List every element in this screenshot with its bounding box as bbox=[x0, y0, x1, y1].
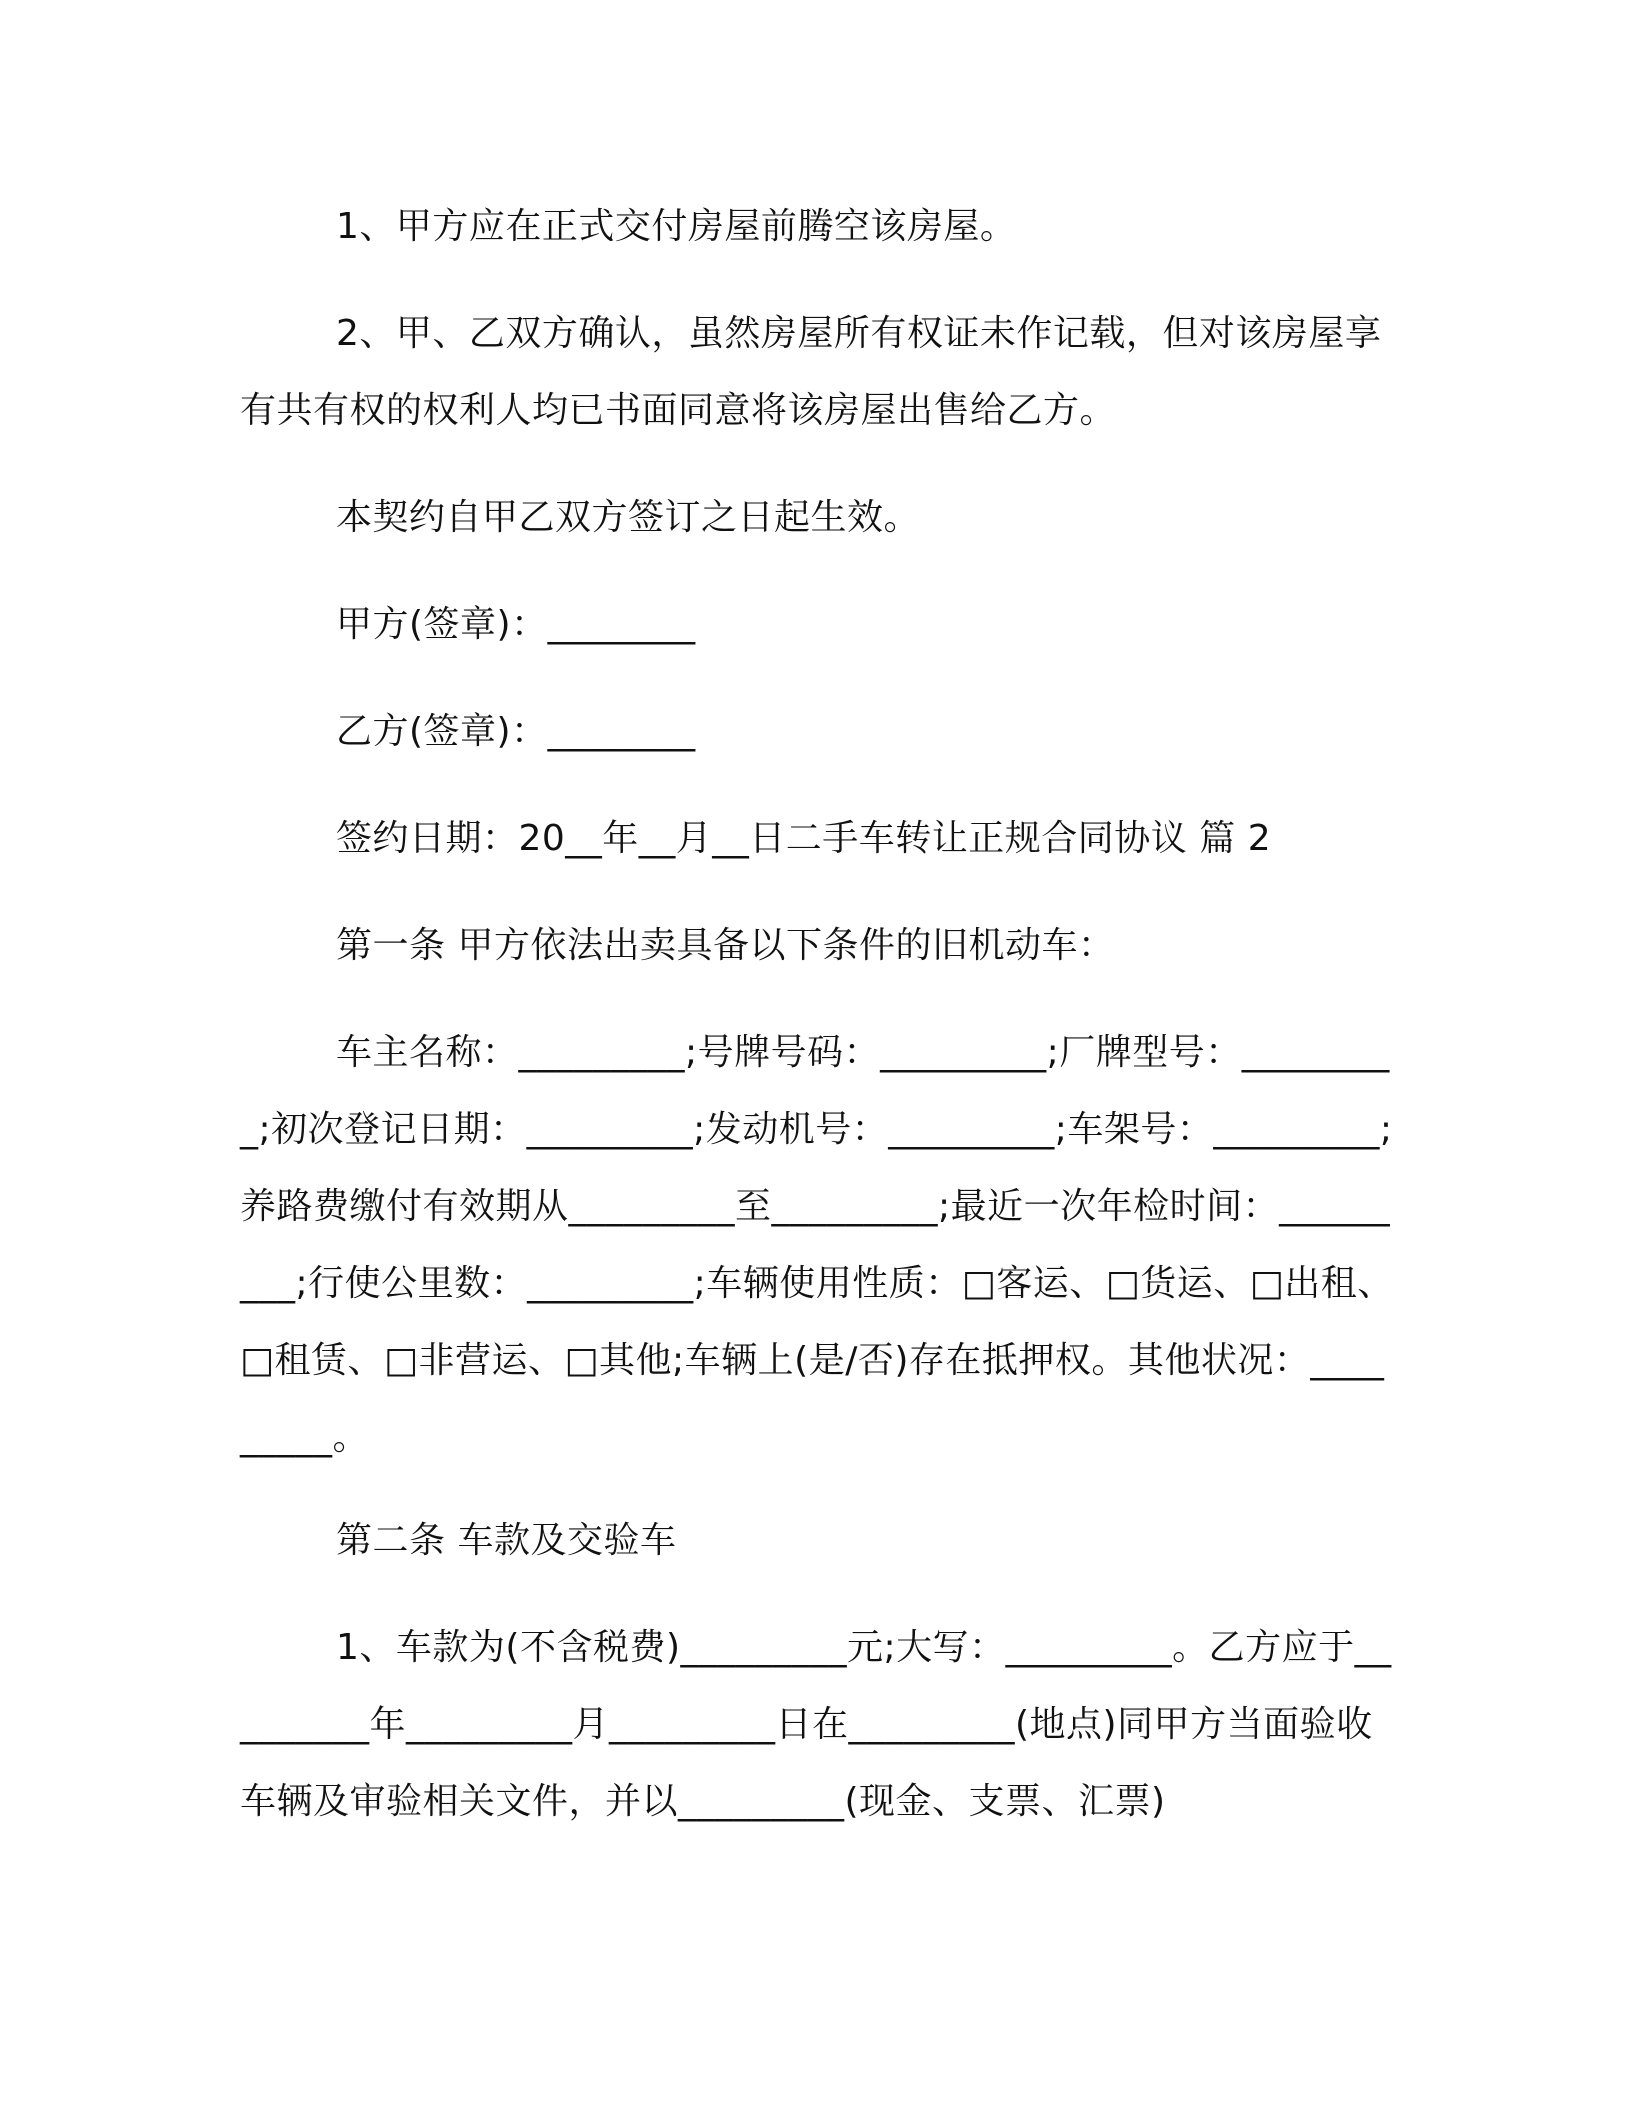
article-two-heading: 第二条 车款及交验车 bbox=[336, 1520, 677, 1561]
clause-co-owner-consent: 2、甲、乙双方确认，虽然房屋所有权证未作记载，但对该房屋享有共有权的权利人均已书面同意将该房屋出售给乙方。 bbox=[240, 313, 1382, 431]
article-one-heading: 第一条 甲方依法出卖具备以下条件的旧机动车： bbox=[336, 925, 1115, 966]
payment-clause: 1、车款为(不含税费)_________元;大写：_________。乙方应于_________年_________月_________日在_________(地点)同甲方当面验收车辆及审验相关文件，并以_________(现金、支票、汇票) bbox=[240, 1627, 1392, 1822]
party-a-signature: 甲方(签章)：________ bbox=[336, 604, 696, 645]
vehicle-details: 车主名称：_________;号牌号码：_________;厂牌型号：_________;初次登记日期：_________;发动机号：_________;车架号：_________;养路费缴付有效期从_________至_________;最近一次年检时间：_________;行使公里数：_________;车辆使用性质：□客运、□货运、□出租、□租赁、□非营运、□其他;车辆上(是/否)存在抵押权。其他状况：_________。 bbox=[240, 1032, 1394, 1458]
effective-clause: 本契约自甲乙双方签订之日起生效。 bbox=[336, 497, 921, 538]
document-body bbox=[240, 188, 1396, 1840]
clause-vacate-house: 1、甲方应在正式交付房屋前腾空该房屋。 bbox=[336, 206, 1017, 247]
party-b-signature: 乙方(签章)：________ bbox=[336, 711, 696, 752]
signing-date-and-title: 签约日期：20__年__月__日二手车转让正规合同协议 篇 2 bbox=[336, 818, 1272, 859]
